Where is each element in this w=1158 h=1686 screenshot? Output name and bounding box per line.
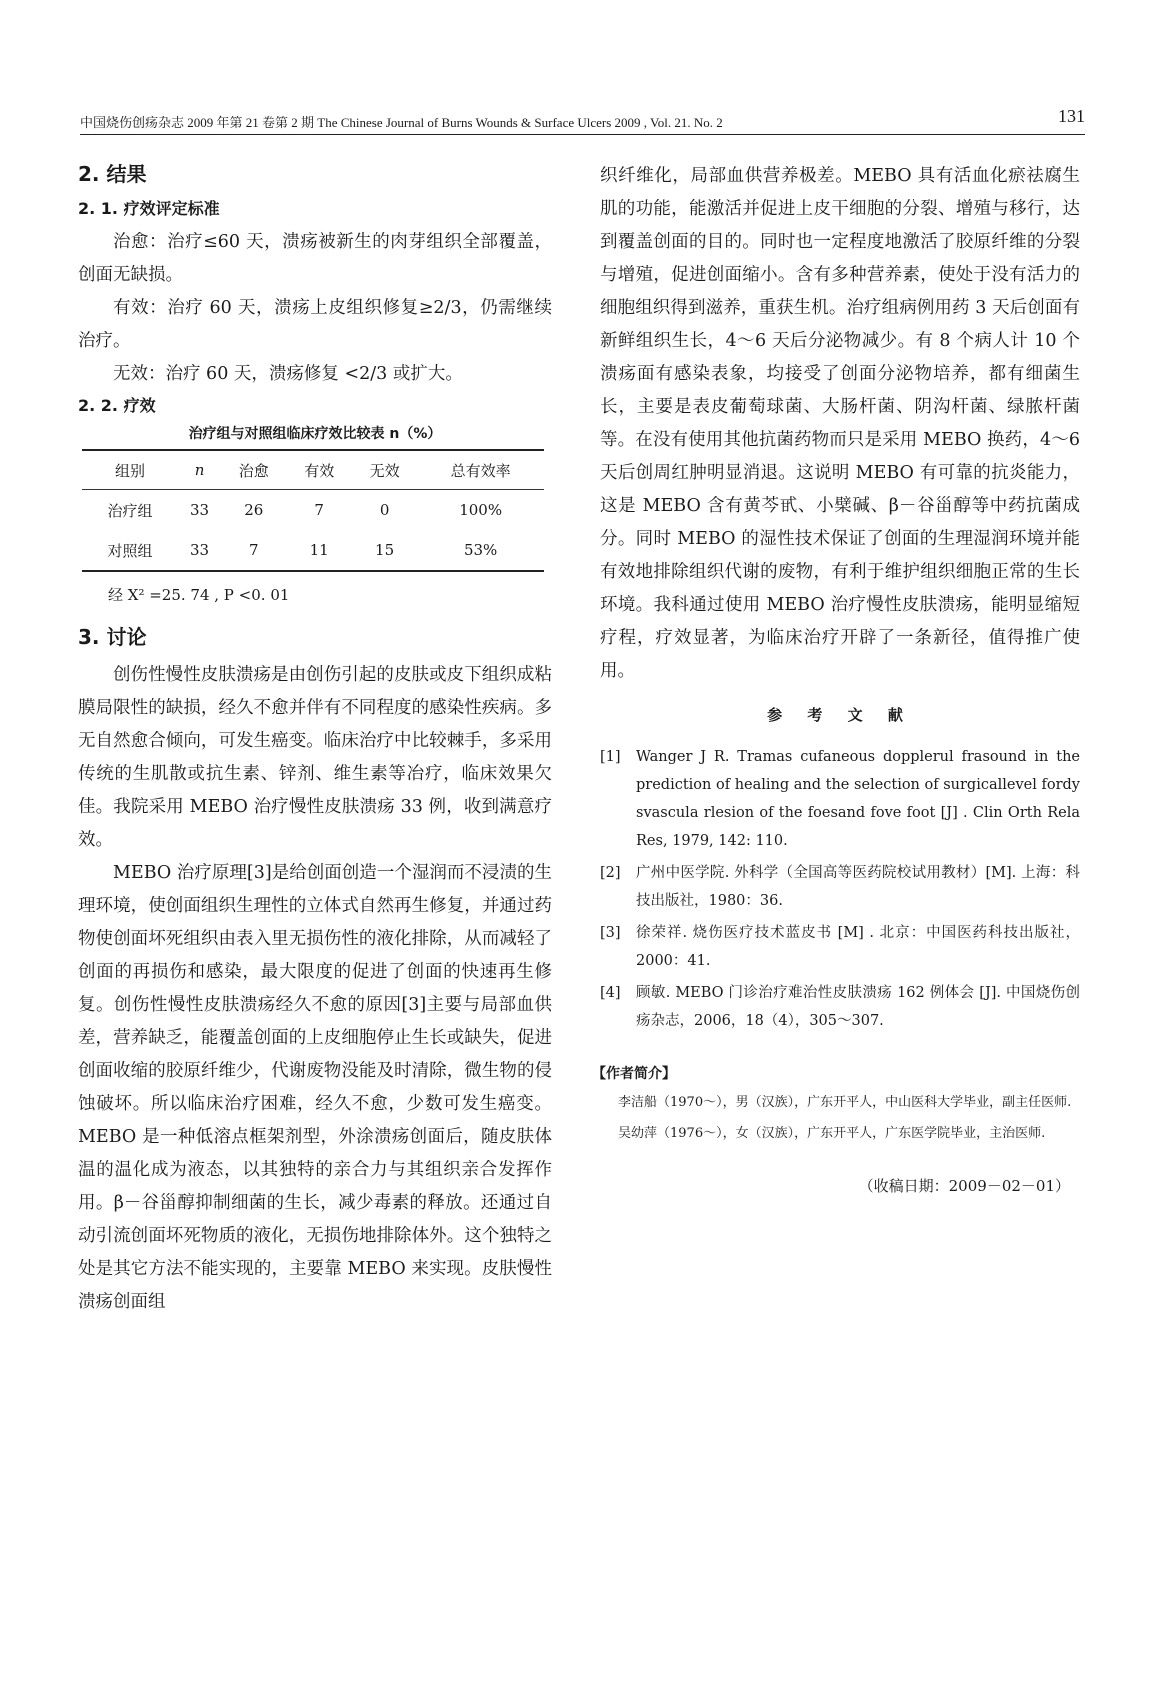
received-date: （收稿日期：2009－02－01） xyxy=(858,1177,1070,1195)
table-cell: 11 xyxy=(287,530,352,571)
reference-text: 广州中医学院. 外科学（全国高等医药院校试用教材）[M]. 上海：科技出版社，1980：36. xyxy=(636,865,1080,909)
reference-text: 徐荣祥. 烧伤医疗技术蓝皮书 [M] . 北京：中国医药科技出版社，2000：41. xyxy=(636,925,1080,969)
table-cell: 100% xyxy=(459,501,503,519)
right-column xyxy=(592,160,1080,1196)
table-row xyxy=(82,490,544,531)
discussion-paragraph-1: 创伤性慢性皮肤溃疡是由创伤引起的皮肤或皮下组织成粘膜局限性的缺损，经久不愈并伴有不同程度的感染性疾病。多无自然愈合倾向，可发生癌变。临床治疗中比较棘手，多采用传统的生肌散或抗生素、锌剂、维生素等冶疗，临床效果欠佳。我院采用 MEBO 治疗慢性皮肤溃疡 33 例，收到满意疗效。 xyxy=(78,665,552,850)
reference-item xyxy=(600,919,1080,975)
author-bio: 吴幼萍（1976～），女（汉族），广东开平人，广东医学院毕业，主治医师. xyxy=(618,1126,1046,1141)
section-discussion-title: 3. 讨论 xyxy=(78,625,147,649)
table-caption: 治疗组与对照组临床疗效比较表 n（%） xyxy=(188,426,442,442)
reference-number: [1] xyxy=(600,749,621,765)
author-bio: 李洁船（1970～），男（汉族），广东开平人，中山医科大学毕业，副主任医师. xyxy=(618,1095,1072,1110)
table-cell: 对照组 xyxy=(82,530,178,571)
efficacy-table xyxy=(82,449,544,572)
table-header-cell: 总有效率 xyxy=(417,450,544,490)
reference-text: 顾敏. MEBO 门诊治疗难治性皮肤溃疡 162 例体会 [J]. 中国烧伤创疡杂志，2006，18（4），305～307. xyxy=(636,985,1080,1029)
running-header xyxy=(80,106,1085,135)
statistics-note: 经 X² =25. 74 , P <0. 01 xyxy=(108,586,290,604)
reference-number: [3] xyxy=(600,925,621,941)
section-efficacy-title: 2. 2. 疗效 xyxy=(78,396,156,415)
references-title: 参 考 文 献 xyxy=(767,706,913,724)
table-header-row xyxy=(82,450,544,490)
table-cell: 33 xyxy=(190,501,210,519)
table-cell: 15 xyxy=(352,530,417,571)
table-cell: 53% xyxy=(417,530,544,571)
author-info-title: 【作者简介】 xyxy=(592,1066,676,1082)
page-number: 131 xyxy=(1058,106,1085,126)
reference-text: Wanger J R. Tramas cufaneous dopplerul frasound in the prediction of healing and the selection of surgicallevel fordy svascula rlesion of the foesand fove foot [J] . Clin Orth Rela Res, 1979, 142: 110. xyxy=(636,749,1080,849)
reference-number: [2] xyxy=(600,865,621,881)
table-header-cell: 组别 xyxy=(82,450,178,490)
reference-number: [4] xyxy=(600,985,621,1001)
table-cell: 治疗组 xyxy=(107,501,153,520)
reference-item xyxy=(600,979,1080,1035)
running-head-text: 中国烧伤创疡杂志 2009 年第 21 卷第 2 期 The Chinese Journal of Burns Wounds & Surface Ulcers 2009 , Vol. 21. No. 2 xyxy=(80,115,723,130)
reference-item xyxy=(600,859,1080,915)
criterion-cure: 治愈：治疗≤60 天，溃疡被新生的肉芽组织全部覆盖，创面无缺损。 xyxy=(78,232,552,285)
table-cell: 7 xyxy=(314,501,324,519)
table-header-cell: n xyxy=(178,450,221,490)
discussion-continuation: 织纤维化，局部血供营养极差。MEBO 具有活血化瘀祛腐生肌的功能，能激活并促进上皮干细胞的分裂、增殖与移行，达到覆盖创面的目的。同时也一定程度地激活了胶原纤维的分裂与增殖，促进创面缩小。含有多种营养素，使处于没有活力的细胞组织得到滋养，重获生机。治疗组病例用药 3 天后创面有新鲜组织生长，4～6 天后分泌物减少。有 8 个病人计 10 个溃疡面有感染表象，均接受了创面分泌物培养，都有细菌生长，主要是表皮葡萄球菌、大肠杆菌、阴沟杆菌、绿脓杆菌等。在没有使用其他抗菌药物而只是采用 MEBO 换药，4～6 天后创周红肿明显消退。这说明 MEBO 有可靠的抗炎能力，这是 MEBO 含有黄芩甙、小檗碱、β－谷甾醇等中药抗菌成分。同时 MEBO 的湿性技术保证了创面的生理湿润环境并能有效地排除组织代谢的废物，有利于维护组织细胞正常的生长环境。我科通过使用 MEBO 治疗慢性皮肤溃疡，能明显缩短疗程，疗效显著，为临床治疗开辟了一条新径，值得推广使用。 xyxy=(600,166,1080,681)
section-criteria-title: 2. 1. 疗效评定标准 xyxy=(78,199,220,218)
section-results-title: 2. 结果 xyxy=(78,162,147,186)
reference-item xyxy=(600,743,1080,855)
table-cell: 0 xyxy=(379,501,390,519)
criterion-effective: 有效：治疗 60 天，溃疡上皮组织修复≥2/3，仍需继续治疗。 xyxy=(78,298,552,351)
table-row xyxy=(82,530,544,571)
table-header-cell: 无效 xyxy=(352,450,417,490)
left-column xyxy=(78,160,552,1319)
criterion-ineffective: 无效：治疗 60 天，溃疡修复 <2/3 或扩大。 xyxy=(113,364,463,384)
table-header-cell: 有效 xyxy=(287,450,352,490)
table-cell: 26 xyxy=(244,501,264,519)
table-cell: 33 xyxy=(178,530,221,571)
table-header-cell: 治愈 xyxy=(221,450,286,490)
discussion-paragraph-2: MEBO 治疗原理[3]是给创面创造一个湿润而不浸渍的生理环境，使创面组织生理性的立体式自然再生修复，并通过药物使创面坏死组织由表入里无损伤性的液化排除，从而减轻了创面的再损伤和感染，最大限度的促进了创面的快速再生修复。创伤性慢性皮肤溃疡经久不愈的原因[3]主要与局部血供差，营养缺乏，能覆盖创面的上皮细胞停止生长或缺失，促进创面收缩的胶原纤维少，代谢废物没能及时清除，微生物的侵蚀破坏。所以临床治疗困难，经久不愈，少数可发生癌变。MEBO 是一种低溶点框架剂型，外涂溃疡创面后，随皮肤体温的温化成为液态，以其独特的亲合力与其组织亲合发挥作用。β－谷甾醇抑制细菌的生长，减少毒素的释放。还通过自动引流创面坏死物质的液化，无损伤地排除体外。这个独特之处是其它方法不能实现的，主要靠 MEBO 来实现。皮肤慢性溃疡创面组 xyxy=(78,863,552,1312)
table-cell: 7 xyxy=(221,530,286,571)
